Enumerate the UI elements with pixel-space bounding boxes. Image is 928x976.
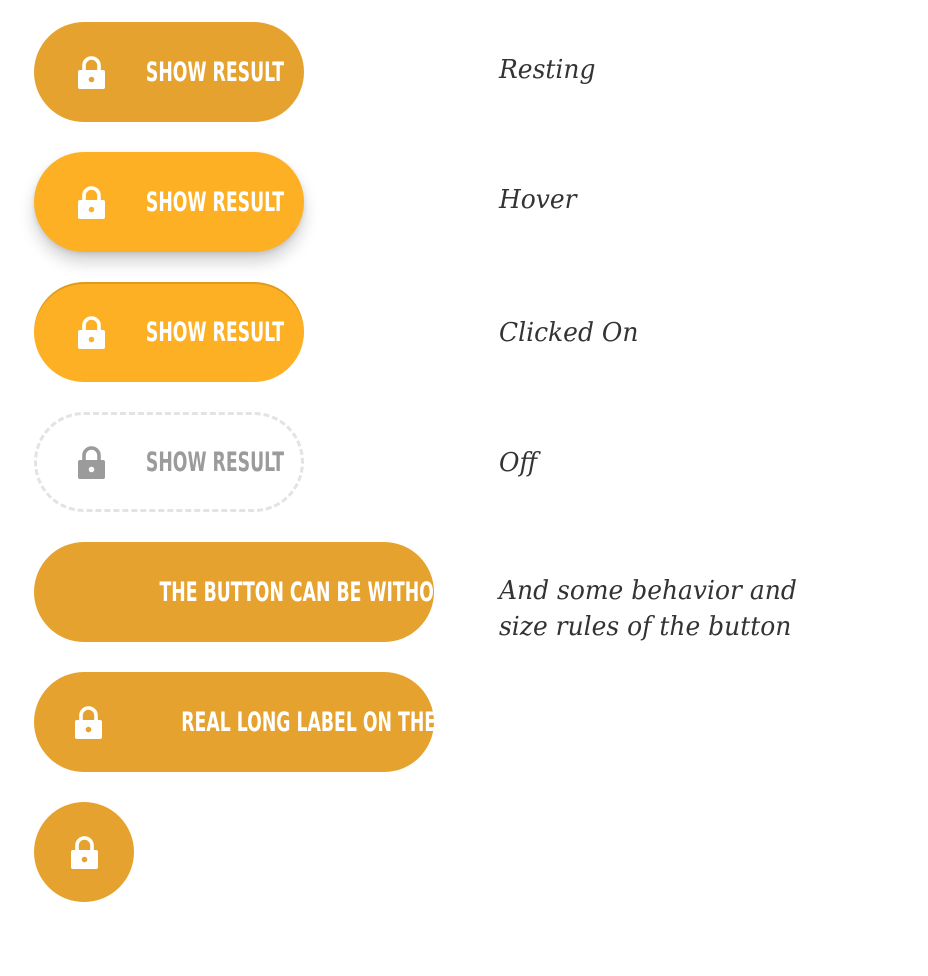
behavior-note: And some behavior and size rules of the button (499, 576, 797, 642)
show-result-button-off (34, 412, 304, 512)
long-label-button[interactable] (34, 672, 456, 772)
lock-icon (78, 446, 105, 479)
show-result-button-clicked[interactable] (34, 282, 304, 382)
lock-icon (78, 316, 105, 349)
lock-icon (78, 186, 105, 219)
button-label: REAL LONG LABEL ON THE... (180, 706, 456, 738)
state-label-off: Off (499, 448, 538, 478)
show-result-button-hover[interactable] (34, 152, 304, 252)
button-label: SHOW RESULT (145, 446, 284, 478)
button-label: SHOW RESULT (145, 316, 284, 348)
icon-only-button[interactable] (34, 802, 134, 902)
button-label: SHOW RESULT (145, 56, 284, 88)
lock-icon (75, 706, 102, 739)
state-label-resting: Resting (499, 55, 596, 85)
button-label: THE BUTTON CAN BE WITHOUT A... (159, 576, 500, 608)
lock-icon (71, 836, 98, 869)
lock-icon (78, 56, 105, 89)
no-icon-button[interactable] (34, 542, 500, 642)
state-label-clicked: Clicked On (499, 318, 639, 348)
show-result-button-resting[interactable] (34, 22, 304, 122)
button-label: SHOW RESULT (145, 186, 284, 218)
state-label-hover: Hover (499, 185, 577, 215)
